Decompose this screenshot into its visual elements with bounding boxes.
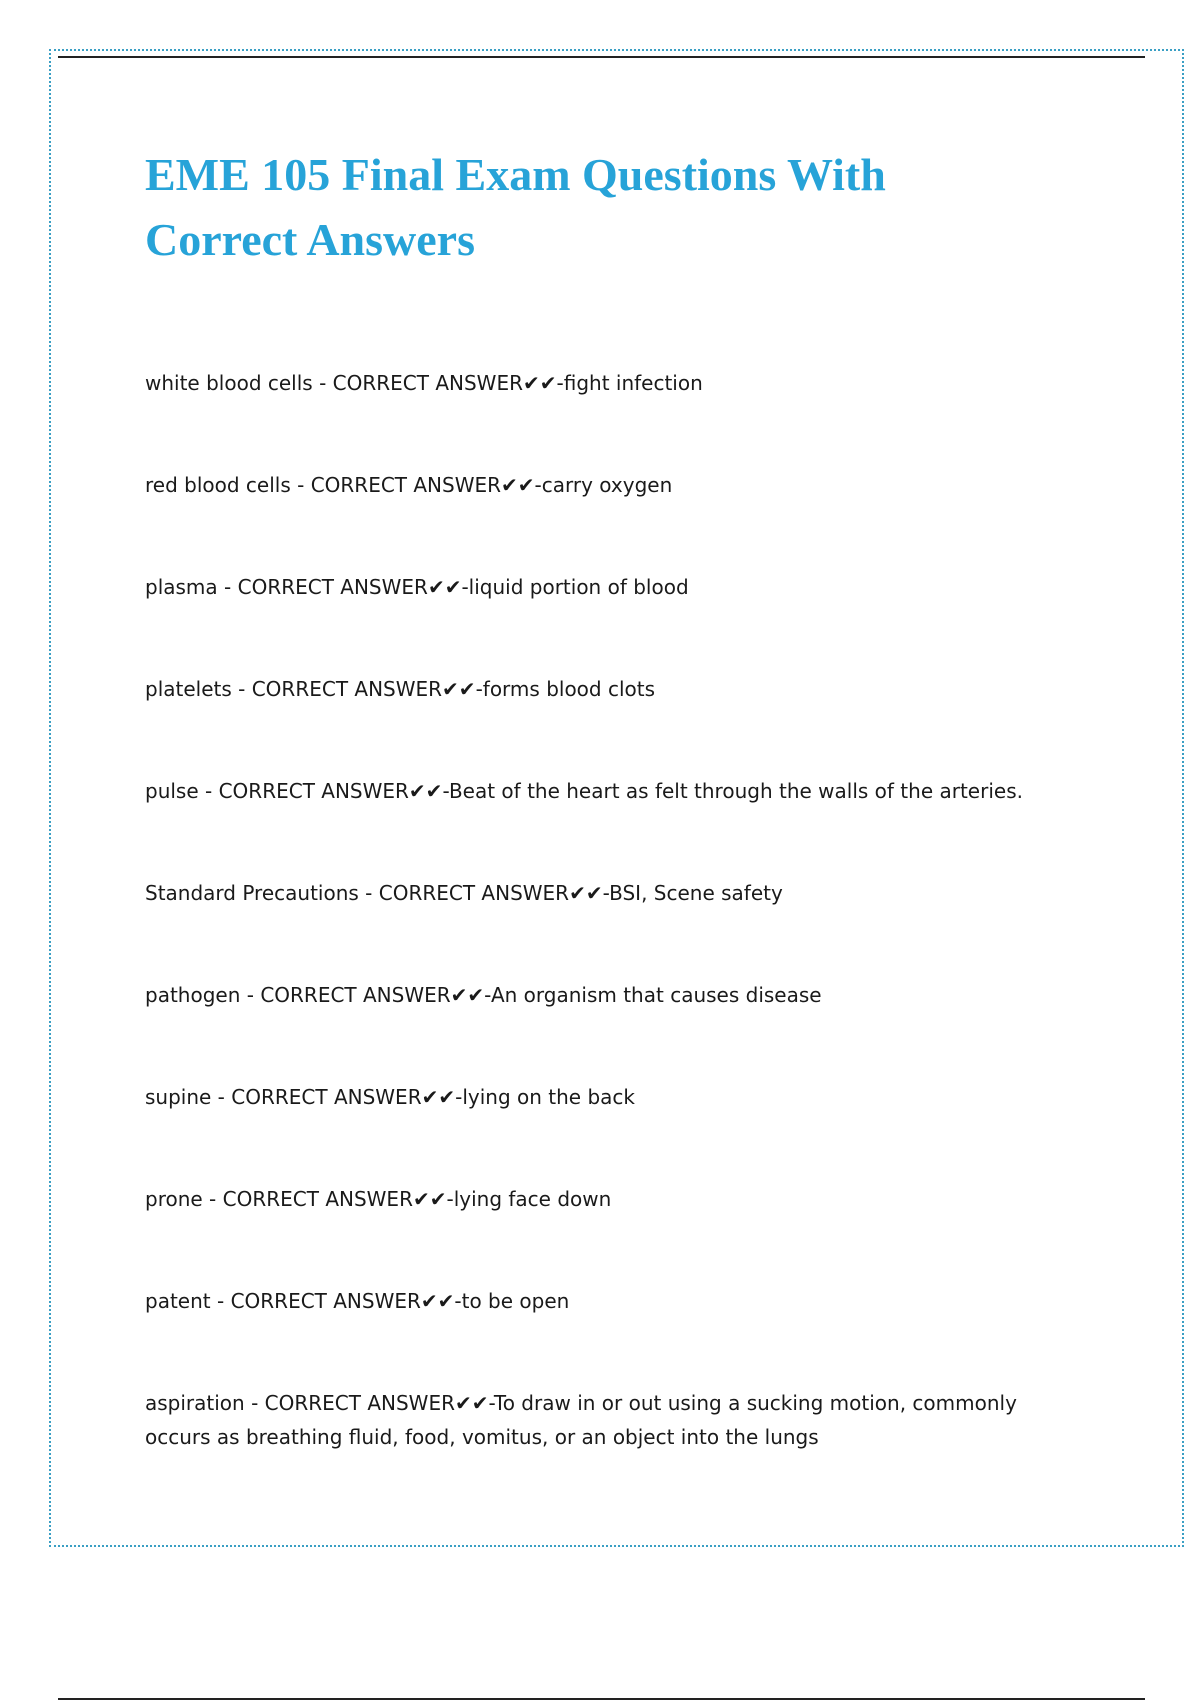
qa-term: Standard Precautions [145,881,359,905]
qa-answer: lying face down [453,1187,612,1211]
qa-list [145,366,1045,1522]
qa-separator: - [231,677,252,701]
qa-item-standard-precautions [145,876,1045,910]
qa-term: platelets [145,677,232,701]
qa-answer: lying on the back [462,1085,635,1109]
check-marks: ✔✔- [421,1085,463,1109]
qa-separator: - [198,779,219,803]
correct-answer-tag: CORRECT ANSWER [237,575,428,599]
qa-answer: To draw in or out using a sucking motion, commonly occurs as breathing fluid, food, vomitus, or an object into the lungs [145,1391,1017,1449]
check-marks: ✔✔- [501,473,542,497]
qa-separator: - [290,473,311,497]
check-marks: ✔✔- [420,1289,462,1313]
qa-separator: - [211,1085,232,1109]
qa-term: pulse [145,779,199,803]
correct-answer-tag: CORRECT ANSWER [230,1289,421,1313]
qa-answer: Beat of the heart as felt through the walls of the arteries. [448,779,1023,803]
qa-term: aspiration [145,1391,245,1415]
qa-item-pathogen [145,978,1045,1012]
qa-item-plasma [145,570,1045,604]
correct-answer-tag: CORRECT ANSWER [260,983,451,1007]
check-marks: ✔✔- [450,983,491,1007]
qa-item-prone [145,1182,1045,1216]
qa-separator: - [202,1187,223,1211]
qa-term: supine [145,1085,212,1109]
qa-answer: forms blood clots [482,677,656,701]
qa-term: pathogen [145,983,241,1007]
qa-answer: to be open [461,1289,570,1313]
qa-separator: - [217,575,238,599]
correct-answer-tag: CORRECT ANSWER [231,1085,422,1109]
qa-item-platelets [145,672,1045,706]
qa-item-supine [145,1080,1045,1114]
qa-answer: fight infection [563,371,703,395]
correct-answer-tag: CORRECT ANSWER [264,1391,455,1415]
correct-answer-tag: CORRECT ANSWER [218,779,409,803]
check-marks: ✔✔- [454,1391,494,1415]
correct-answer-tag: CORRECT ANSWER [332,371,523,395]
qa-term: plasma [145,575,218,599]
correct-answer-tag: CORRECT ANSWER [251,677,443,701]
qa-answer: An organism that causes disease [490,983,822,1007]
correct-answer-tag: CORRECT ANSWER [378,881,570,905]
qa-answer: liquid portion of blood [468,575,689,599]
document-title: EME 105 Final Exam Questions With Correct Answers [145,149,886,265]
check-marks: ✔✔- [412,1187,454,1211]
check-marks: ✔✔- [569,881,610,905]
qa-item-aspiration [145,1386,1045,1454]
qa-item-red-blood-cells [145,468,1045,502]
qa-term: red blood cells [145,473,291,497]
qa-item-patent [145,1284,1045,1318]
qa-item-white-blood-cells [145,366,1045,400]
check-marks: ✔✔- [427,575,469,599]
qa-separator: - [244,1391,265,1415]
check-marks: ✔✔- [408,779,449,803]
qa-term: white blood cells [145,371,313,395]
qa-separator: - [312,371,333,395]
check-marks: ✔✔- [442,677,483,701]
correct-answer-tag: CORRECT ANSWER [222,1187,413,1211]
check-marks: ✔✔- [522,371,564,395]
correct-answer-tag: CORRECT ANSWER [310,473,502,497]
qa-separator: - [210,1289,231,1313]
qa-separator: - [358,881,379,905]
qa-separator: - [240,983,261,1007]
qa-item-pulse [145,774,1045,808]
qa-term: patent [145,1289,211,1313]
qa-answer: carry oxygen [541,473,673,497]
qa-answer: BSI, Scene safety [609,881,783,905]
top-rule [58,56,1145,58]
qa-term: prone [145,1187,203,1211]
